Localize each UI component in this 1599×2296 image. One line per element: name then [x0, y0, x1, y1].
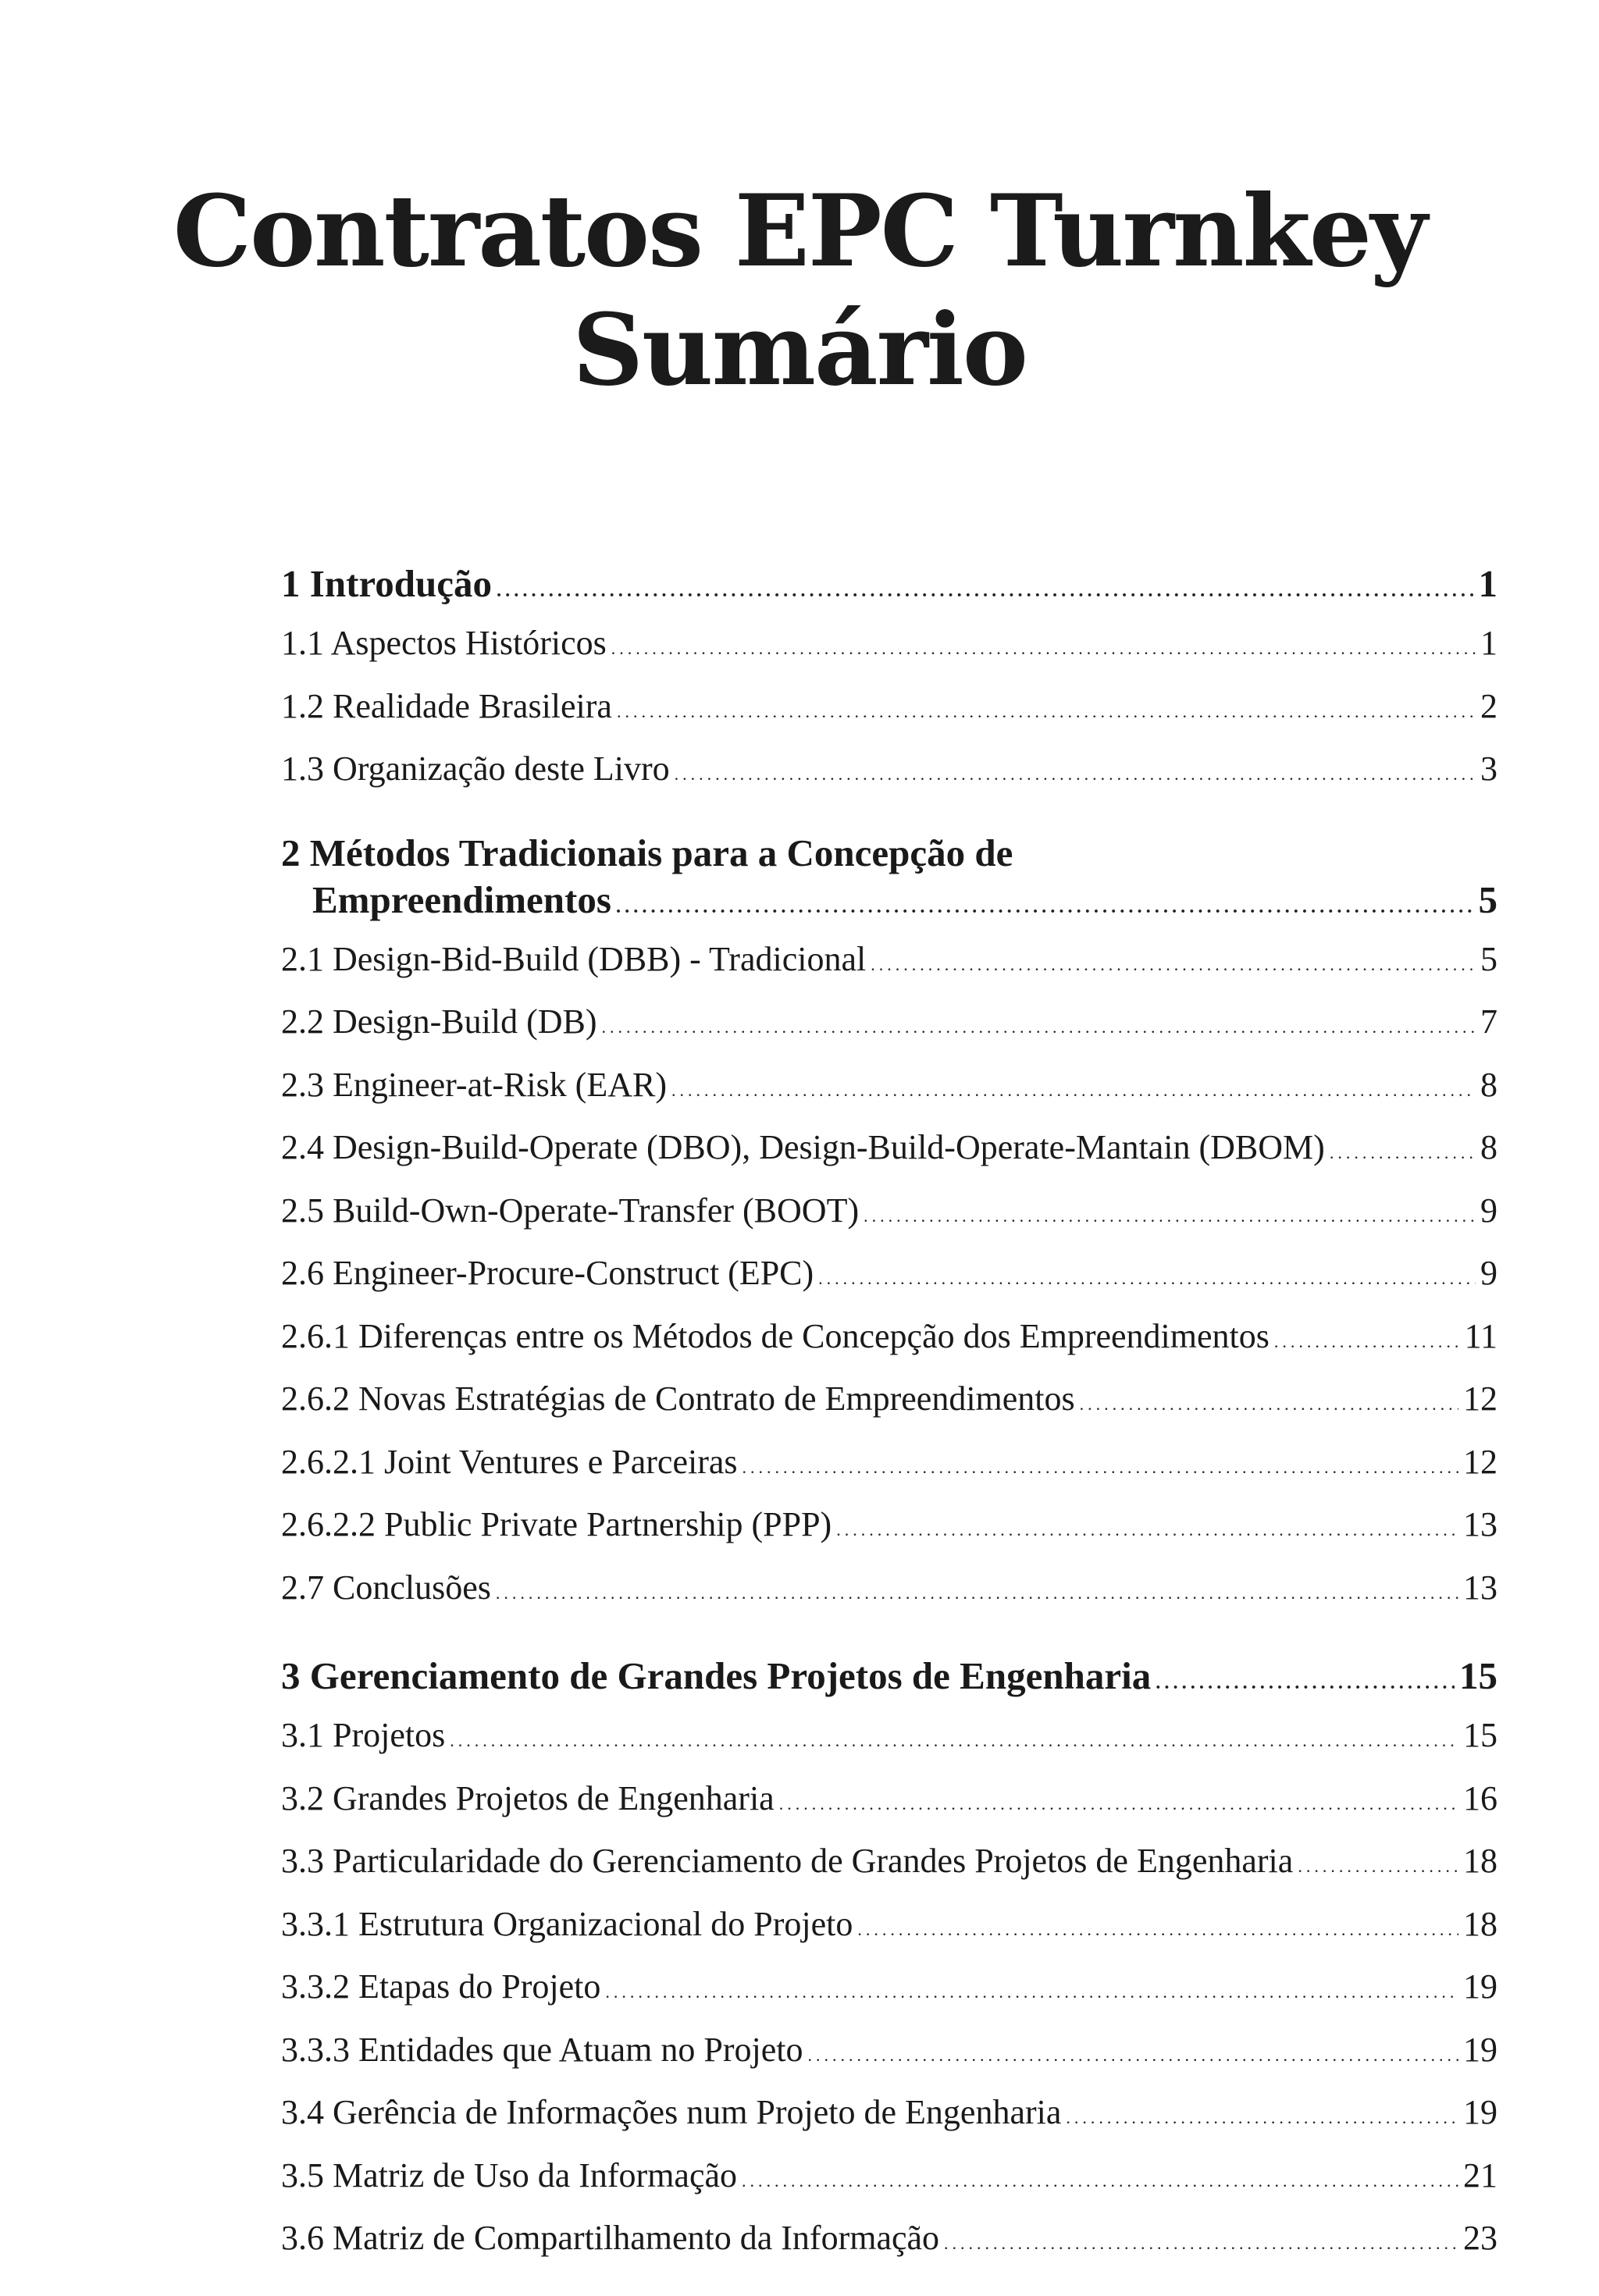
- toc-entry: [281, 1056, 1498, 1120]
- page-title: [0, 172, 1599, 409]
- dot-leader: [497, 568, 1473, 614]
- dot-leader: [605, 1963, 1458, 2021]
- toc-entry: [281, 1433, 1498, 1497]
- toc-page-number: 13: [1463, 1568, 1498, 1607]
- toc-entry-label: 3.3 Particularidade do Gerenciamento de Grandes Projetos de Engenharia: [281, 1842, 1294, 1880]
- dot-leader: [871, 936, 1476, 994]
- toc-entry: [281, 1182, 1498, 1245]
- toc-page-number: 8: [1480, 1128, 1498, 1166]
- toc-page-number: 1: [1478, 562, 1498, 605]
- toc-page-number: 15: [1459, 1654, 1498, 1697]
- toc-entry: [281, 931, 1498, 994]
- toc-entry-label: 2.3 Engineer-at-Risk (EAR): [281, 1065, 667, 1104]
- dot-leader: [671, 1062, 1476, 1120]
- toc-page-number: 19: [1463, 2030, 1498, 2069]
- dot-leader: [1274, 1313, 1460, 1371]
- toc-page-number: 19: [1463, 1967, 1498, 2006]
- toc-chapter-label-line-1: 2 Métodos Tradicionais para a Concepção de: [281, 831, 1013, 874]
- toc-entry: [281, 1896, 1498, 1959]
- toc-entry: [281, 1119, 1498, 1182]
- toc-entry: [281, 1707, 1498, 1770]
- table-of-contents: [281, 561, 1498, 2273]
- toc-entry: [281, 2147, 1498, 2210]
- toc-page-number: 12: [1463, 1379, 1498, 1418]
- dot-leader: [807, 2027, 1458, 2084]
- toc-entry-label: 2.7 Conclusões: [281, 1568, 491, 1607]
- dot-leader: [1330, 1124, 1476, 1182]
- dot-leader: [857, 1901, 1458, 1959]
- toc-entry: [281, 1244, 1498, 1308]
- toc-entry: [281, 614, 1498, 678]
- toc-entry-label: 3.1 Projetos: [281, 1716, 446, 1754]
- toc-page-number: 5: [1480, 939, 1498, 978]
- toc-page-number: 9: [1480, 1254, 1498, 1292]
- toc-page-number: 15: [1463, 1716, 1498, 1754]
- toc-chapter-label: Empreendimentos: [312, 877, 611, 921]
- toc-entry: [281, 1370, 1498, 1433]
- toc-entry: [281, 2084, 1498, 2147]
- toc-page-number: 2: [1480, 686, 1498, 725]
- toc-entry-label: 2.6.2.2 Public Private Partnership (PPP): [281, 1505, 832, 1543]
- toc-page-number: 16: [1463, 1778, 1498, 1817]
- toc-entry-label: 2.6 Engineer-Procure-Construct (EPC): [281, 1254, 814, 1292]
- toc-entry-label: 2.6.1 Diferenças entre os Métodos de Concepção dos Empreendimentos: [281, 1316, 1270, 1355]
- toc-entry-label: 3.4 Gerência de Informações num Projeto de Engenharia: [281, 2093, 1062, 2131]
- toc-chapter-label: 3 Gerenciamento de Grandes Projetos de Engenharia: [281, 1654, 1152, 1697]
- toc-entry: [281, 1496, 1498, 1559]
- dot-leader: [836, 1501, 1458, 1559]
- toc-entry-label: 3.2 Grandes Projetos de Engenharia: [281, 1778, 775, 1817]
- toc-entry-label: 2.5 Build-Own-Operate-Transfer (BOOT): [281, 1191, 860, 1230]
- dot-leader: [611, 620, 1476, 678]
- toc-entry-label: 2.1 Design-Bid-Build (DBB) - Tradicional: [281, 939, 867, 978]
- toc-entry-label: 3.6 Matriz de Compartilhamento da Informação: [281, 2219, 940, 2257]
- dot-leader: [818, 1250, 1476, 1308]
- toc-page-number: 5: [1478, 877, 1498, 921]
- toc-page-number: 18: [1463, 1904, 1498, 1943]
- toc-chapter-label-line-2: [281, 877, 1498, 931]
- toc-page-number: 21: [1463, 2155, 1498, 2195]
- toc-page-number: 3: [1480, 749, 1498, 788]
- dot-leader: [1156, 1660, 1455, 1707]
- toc-chapter-1: [281, 561, 1498, 614]
- toc-page-number: 12: [1463, 1442, 1498, 1481]
- dot-leader: [496, 1564, 1458, 1622]
- toc-entry-label: 3.3.3 Entidades que Atuam no Projeto: [281, 2030, 803, 2069]
- toc-page-number: 8: [1480, 1065, 1498, 1104]
- toc-entry-label: 2.4 Design-Build-Operate (DBO), Design-Build-Operate-Mantain (DBOM): [281, 1128, 1325, 1166]
- toc-chapter-3: [281, 1653, 1498, 1707]
- dot-leader: [1080, 1376, 1458, 1433]
- toc-entry-label: 2.2 Design-Build (DB): [281, 1002, 597, 1041]
- toc-entry: [281, 1559, 1498, 1622]
- toc-entry-label: 1.3 Organização deste Livro: [281, 749, 670, 788]
- toc-entry: [281, 1770, 1498, 1833]
- toc-entry: [281, 1308, 1498, 1371]
- toc-entry: [281, 740, 1498, 803]
- dot-leader: [675, 746, 1476, 803]
- toc-page-number: 7: [1480, 1002, 1498, 1041]
- toc-page-number: 23: [1463, 2219, 1498, 2257]
- toc-entry: [281, 2209, 1498, 2273]
- dot-leader: [617, 683, 1476, 741]
- toc-entry-label: 2.6.2.1 Joint Ventures e Parceiras: [281, 1442, 738, 1481]
- toc-page-number: 1: [1480, 624, 1498, 662]
- toc-entry: [281, 993, 1498, 1056]
- toc-chapter-2: [281, 830, 1498, 931]
- dot-leader: [616, 884, 1474, 931]
- toc-page-number: 13: [1463, 1505, 1498, 1543]
- toc-entry-label: 1.2 Realidade Brasileira: [281, 686, 612, 725]
- toc-entry: [281, 1958, 1498, 2021]
- title-line-1: Contratos EPC Turnkey: [173, 173, 1426, 289]
- dot-leader: [450, 1712, 1458, 1770]
- dot-leader: [944, 2215, 1458, 2273]
- dot-leader: [602, 998, 1476, 1056]
- dot-leader: [742, 2152, 1458, 2210]
- toc-page-number: 18: [1463, 1842, 1498, 1880]
- toc-chapter-label: 1 Introdução: [281, 562, 493, 605]
- toc-entry: [281, 2021, 1498, 2084]
- dot-leader: [864, 1187, 1476, 1245]
- toc-entry-label: 1.1 Aspectos Históricos: [281, 624, 607, 662]
- toc-entry-label: 3.5 Matriz de Uso da Informação: [281, 2155, 738, 2195]
- toc-page-number: 11: [1464, 1316, 1498, 1355]
- toc-entry: [281, 678, 1498, 741]
- dot-leader: [1066, 2089, 1458, 2147]
- toc-page-number: 9: [1480, 1191, 1498, 1230]
- toc-entry: [281, 1832, 1498, 1896]
- dot-leader: [743, 1439, 1458, 1497]
- title-line-2: Sumário: [572, 292, 1027, 408]
- toc-entry-label: 3.3.2 Etapas do Projeto: [281, 1967, 601, 2006]
- toc-entry-label: 3.3.1 Estrutura Organizacional do Projeto: [281, 1904, 853, 1943]
- dot-leader: [1298, 1838, 1458, 1896]
- dot-leader: [779, 1775, 1458, 1833]
- toc-page-number: 19: [1463, 2093, 1498, 2131]
- toc-entry-label: 2.6.2 Novas Estratégias de Contrato de Empreendimentos: [281, 1379, 1075, 1418]
